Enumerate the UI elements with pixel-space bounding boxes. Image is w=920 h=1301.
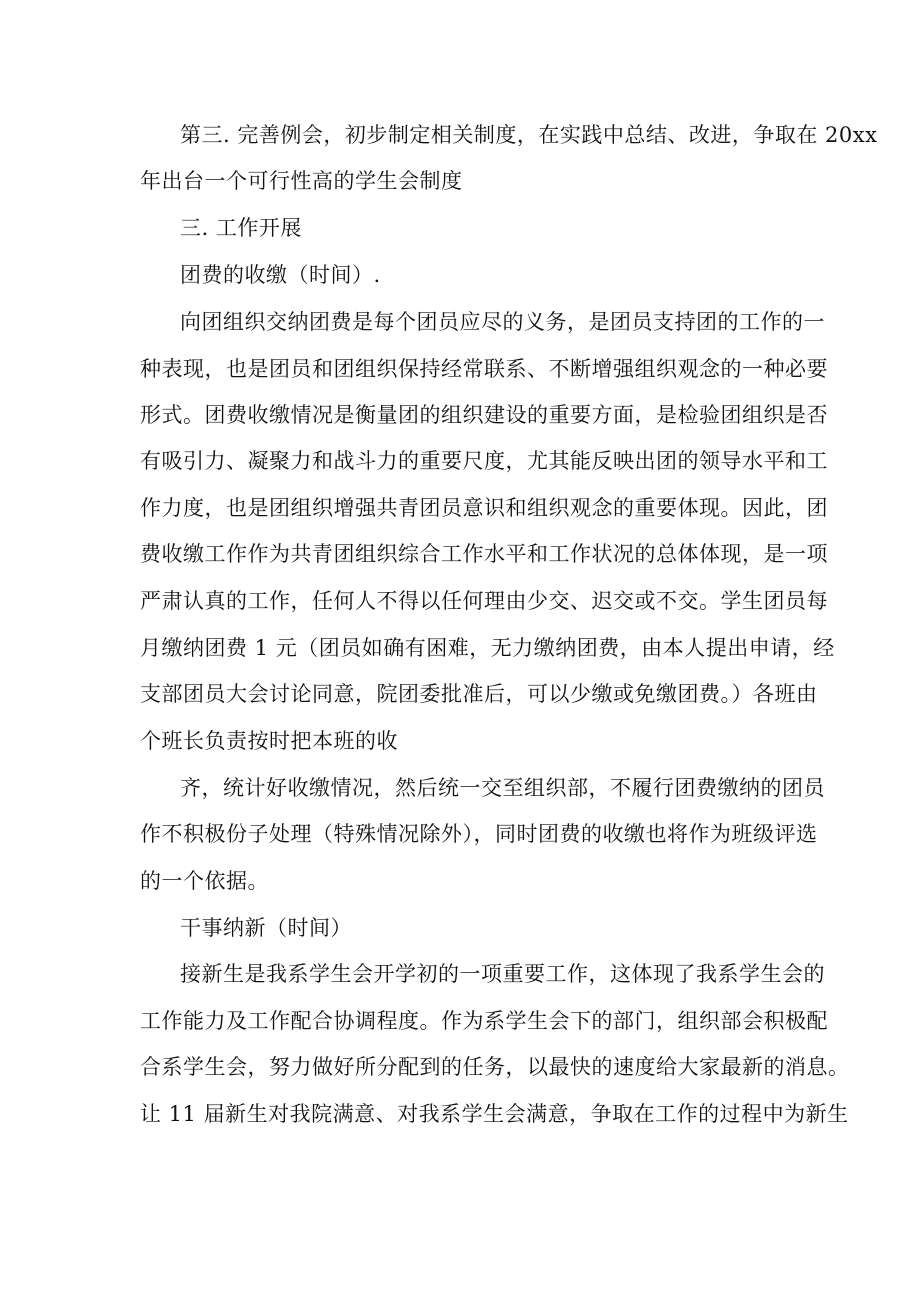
paragraph-line: 形式。团费收缴情况是衡量团的组织建设的重要方面，是检验团组织是否: [140, 403, 828, 427]
paragraph-line: 齐，统计好收缴情况，然后统一交至组织部，不履行团费缴纳的团员: [180, 776, 825, 800]
paragraph-line: 合系学生会，努力做好所分配到的任务，以最快的速度给大家最新的消息。: [140, 1055, 850, 1079]
paragraph-line: 年出台一个可行性高的学生会制度: [140, 169, 463, 193]
paragraph-line: 支部团员大会讨论同意，院团委批准后，可以少缴或免缴团费。）各班由: [140, 682, 818, 706]
paragraph-line: 月缴纳团费 1 元（团员如确有困难，无力缴纳团费，由本人提出申请，经: [140, 636, 835, 660]
paragraph-line: 第三. 完善例会，初步制定相关制度，在实践中总结、改进，争取在 20xx: [180, 123, 878, 147]
subsection-heading: 团费的收缴（时间）.: [180, 263, 381, 287]
paragraph-line: 种表现，也是团员和团组织保持经常联系、不断增强组织观念的一种必要: [140, 357, 828, 381]
section-heading: 三. 工作开展: [180, 216, 302, 240]
paragraph-line: 作不积极份子处理（特殊情况除外），同时团费的收缴也将作为班级评选: [140, 822, 818, 846]
paragraph-line: 向团组织交纳团费是每个团员应尽的义务，是团员支持团的工作的一: [180, 310, 825, 334]
paragraph-line: 个班长负责按时把本班的收: [140, 729, 398, 753]
paragraph-line: 费收缴工作作为共青团组织综合工作水平和工作状况的总体体现，是一项: [140, 542, 828, 566]
subsection-heading: 干事纳新（时间）: [180, 916, 352, 940]
paragraph-line: 工作能力及工作配合协调程度。作为系学生会下的部门，组织部会积极配: [140, 1009, 828, 1033]
paragraph-line: 有吸引力、凝聚力和战斗力的重要尺度，尤其能反映出团的领导水平和工: [140, 449, 828, 473]
paragraph-line: 的一个依据。: [140, 869, 269, 893]
paragraph-line: 严肃认真的工作，任何人不得以任何理由少交、迟交或不交。学生团员每: [140, 589, 828, 613]
paragraph-line: 作力度，也是团组织增强共青团员意识和组织观念的重要体现。因此，团: [140, 496, 828, 520]
paragraph-line: 接新生是我系学生会开学初的一项重要工作，这体现了我系学生会的: [180, 962, 825, 986]
paragraph-line: 让 11 届新生对我院满意、对我系学生会满意，争取在工作的过程中为新生: [140, 1102, 849, 1126]
